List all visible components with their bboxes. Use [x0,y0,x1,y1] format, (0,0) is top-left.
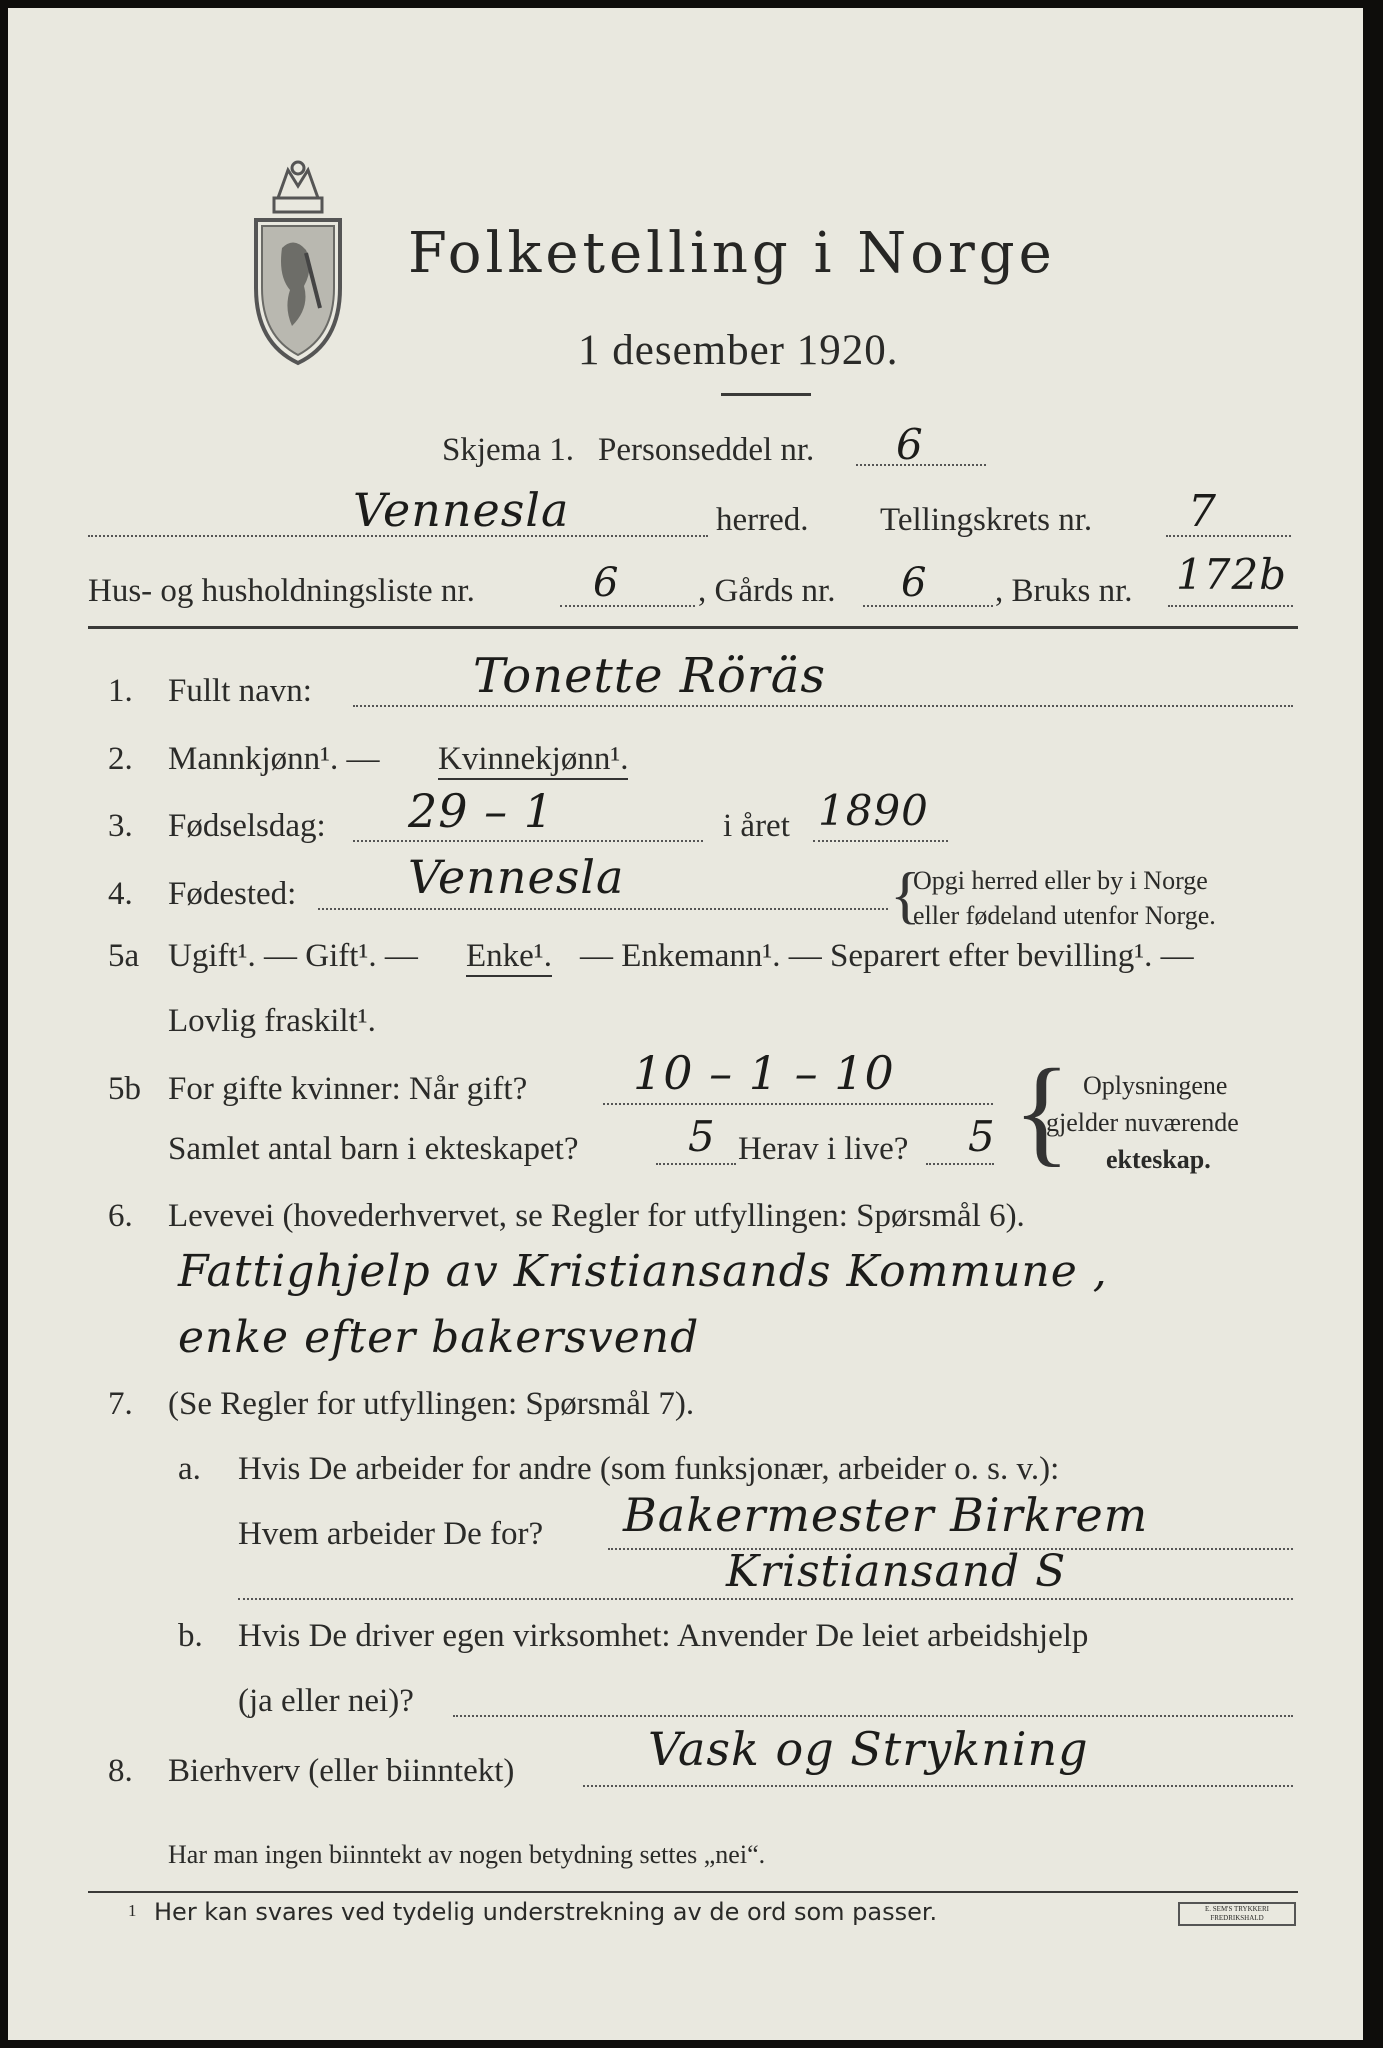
q6-label: Levevei (hovederhvervet, se Regler for utfyllingen: Spørsmål 6). [168,1198,1025,1234]
q4-note-1: Opgi herred eller by i Norge [913,866,1208,895]
printer-stamp: E. SEM'S TRYKKERI FREDRIKSHALD [1178,1902,1296,1926]
q7a-letter: a. [178,1451,201,1487]
q7a-line-3 [238,1598,1293,1600]
bruks-line [1168,605,1293,607]
full-name-value[interactable]: Tonette Röräs [473,648,826,704]
q5a-enke-option[interactable]: Enke¹. [466,938,552,977]
side-income-value[interactable]: Vask og Strykning [648,1722,1089,1776]
q5a-options-b[interactable]: — Enkemann¹. — Separert efter bevilling¹. — [580,938,1194,974]
personseddel-label: Personseddel nr. [598,432,815,468]
herred-value[interactable]: Vennesla [353,483,570,537]
q7b-line-2: (ja eller nei)? [238,1683,414,1719]
q6-number: 6. [108,1198,133,1234]
birth-year-value[interactable]: 1890 [818,786,929,835]
q7-label: (Se Regler for utfyllingen: Spørsmål 7). [168,1386,695,1422]
tellingskrets-label: Tellingskrets nr. [880,502,1093,538]
footer-divider [88,1891,1298,1893]
q7-number: 7. [108,1386,133,1422]
hus-label: Hus- og husholdningsliste nr. [88,573,475,609]
q3-year-label: i året [723,808,790,844]
employer-value-2[interactable]: Kristiansand S [726,1546,1067,1597]
footnote-text: Her kan svares ved tydelig understrekning av de ord som passer. [154,1898,938,1926]
q4-number: 4. [108,876,133,912]
q4-line [318,908,888,910]
employer-value-1[interactable]: Bakermester Birkrem [623,1488,1149,1542]
occupation-value-2[interactable]: enke efter bakersvend [178,1312,700,1363]
hus-line [560,605,695,607]
gards-label: , Gårds nr. [698,573,836,609]
q8-number: 8. [108,1753,133,1789]
children-value[interactable]: 5 [688,1112,716,1161]
bruks-label: , Bruks nr. [995,573,1133,609]
q5a-number: 5a [108,938,140,974]
q2-number: 2. [108,741,133,777]
footer-note: Har man ingen biinntekt av nogen betydning settes „nei“. [168,1840,766,1869]
birthplace-value[interactable]: Vennesla [408,850,625,904]
q3-label: Fødselsdag: [168,808,326,844]
q5b-marriage-line [603,1103,993,1105]
q3-line [353,840,703,842]
census-form [8,8,1363,2040]
coat-of-arms-icon [248,158,348,368]
alive-value[interactable]: 5 [968,1112,996,1161]
q5b-note-3: ekteskap. [1106,1145,1211,1174]
q5b-children-line [656,1163,736,1165]
birthday-value[interactable]: 29 – 1 [408,784,555,838]
q5b-alive-label: Herav i live? [738,1131,909,1167]
q4-brace: { [890,859,921,930]
title-divider [721,393,811,396]
q7a-line-1: Hvis De arbeider for andre (som funksjonær, arbeider o. s. v.): [238,1451,1060,1487]
q1-line [353,705,1293,707]
marriage-date-value[interactable]: 10 – 1 – 10 [633,1046,895,1100]
footnote-number: 1 [128,1901,137,1920]
q5b-children-label: Samlet antal barn i ekteskapet? [168,1131,579,1167]
q5b-marriage-label: For gifte kvinner: Når gift? [168,1071,528,1107]
bruks-value[interactable]: 172b [1176,550,1288,599]
hus-value[interactable]: 6 [593,560,620,606]
q8-label: Bierhverv (eller biinntekt) [168,1753,515,1789]
gards-line [863,605,993,607]
herred-label: herred. [716,502,809,538]
skjema-label: Skjema 1. [442,432,574,468]
q5b-note-2: gjelder nuværende [1046,1108,1239,1137]
q7b-letter: b. [178,1618,203,1654]
q8-line [583,1785,1293,1787]
q7b-line-1: Hvis De driver egen virksomhet: Anvender De leiet arbeidshjelp [238,1618,1089,1654]
personseddel-value[interactable]: 6 [896,420,924,469]
q2-male-option[interactable]: Mannkjønn¹. — [168,741,380,777]
q5b-number: 5b [108,1071,141,1107]
q5b-note-1: Oplysningene [1083,1071,1228,1100]
header-divider [88,626,1298,629]
gards-value[interactable]: 6 [901,560,928,606]
q5b-alive-line [926,1163,994,1165]
q5a-options-a[interactable]: Ugift¹. — Gift¹. — [168,938,418,974]
q3-number: 3. [108,808,133,844]
q7a-line-2: Hvem arbeider De for? [238,1516,544,1552]
q3-year-line [813,840,948,842]
tellingskrets-line [1166,535,1291,537]
q7b-line [453,1715,1293,1717]
census-date: 1 desember 1920. [578,327,899,374]
form-title: Folketelling i Norge [408,221,1056,286]
occupation-value-1[interactable]: Fattighjelp av Kristiansands Kommune , [178,1246,1108,1297]
q2-female-option[interactable]: Kvinnekjønn¹. [438,741,628,780]
q4-label: Fødested: [168,876,297,912]
q5a-options-line2[interactable]: Lovlig fraskilt¹. [168,1003,376,1039]
q5b-brace: { [1013,1044,1071,1177]
q1-label: Fullt navn: [168,673,312,709]
q4-note-2: eller fødeland utenfor Norge. [913,901,1216,930]
tellingskrets-value[interactable]: 7 [1188,486,1217,537]
q1-number: 1. [108,673,133,709]
